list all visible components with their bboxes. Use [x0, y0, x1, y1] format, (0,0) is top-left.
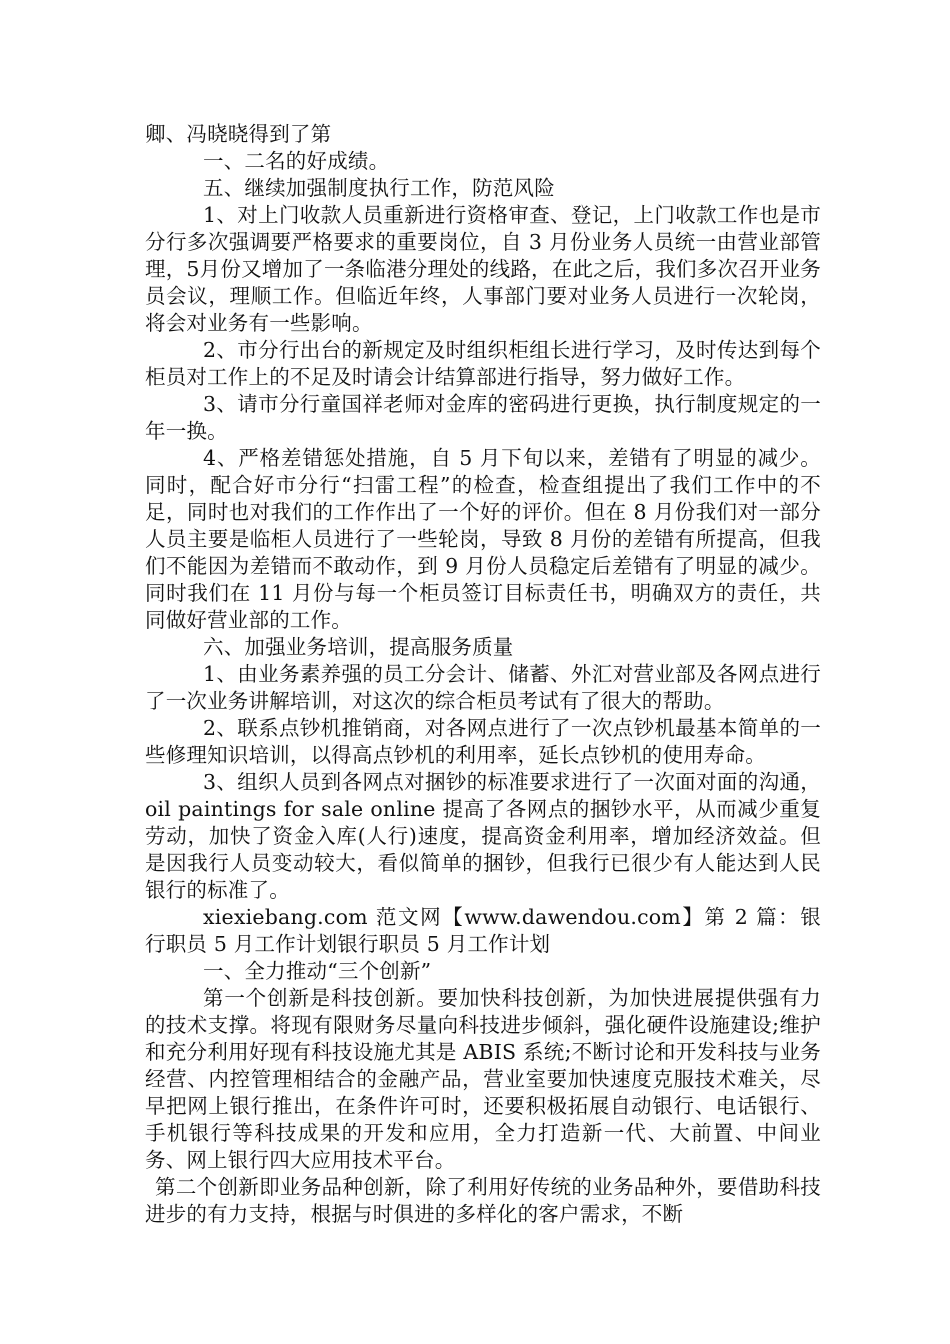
paragraph: 第二个创新即业务品种创新，除了利用好传统的业务品种外，要借助科技进步的有力支持，根据与时俱进的多样化的客户需求，不断 — [145, 1175, 821, 1226]
section-heading: 六、加强业务培训，提高服务质量 — [203, 635, 514, 659]
document-body — [145, 121, 821, 1228]
section-heading: 一、全力推动“三个创新” — [203, 959, 432, 983]
paragraph: 第一个创新是科技创新。要加快科技创新，为加快进展提供强有力的技术支撑。将现有限财务尽量向科技进步倾斜，强化硬件设施建设;维护和充分利用好现有科技设施尤其是 ABIS 系统;不断讨论和开发科技与业务经营、内控管理相结合的金融产品，营业室要加快速度克服技术难关，尽早把网上银行推出，在条件许可时，还要积极拓展自动银行、电话银行、手机银行等科技成果的开发和应用，全力打造新一代、大前置、中间业务、网上银行四大应用技术平台。 — [145, 986, 821, 1172]
paragraph: 2、联系点钞机推销商，对各网点进行了一次点钞机最基本简单的一些修理知识培训，以得高点钞机的利用率，延长点钞机的使用寿命。 — [145, 716, 821, 767]
paragraph: 3、请市分行童国祥老师对金库的密码进行更换，执行制度规定的一年一换。 — [145, 392, 821, 443]
paragraph: 卿、冯晓晓得到了第 — [145, 122, 332, 146]
paragraph: 3、组织人员到各网点对捆钞的标准要求进行了一次面对面的沟通，oil paintings for sale online 提高了各网点的捆钞水平，从而减少重复劳动，加快了资金入库(人行)速度，提高资金利用率，增加经济效益。但是因我行人员变动较大，看似简单的捆钞，但我行已很少有人能达到人民银行的标准了。 — [145, 770, 821, 902]
paragraph: 1、由业务素养强的员工分会计、储蓄、外汇对营业部及各网点进行了一次业务讲解培训，对这次的综合柜员考试有了很大的帮助。 — [145, 662, 821, 713]
paragraph: 1、对上门收款人员重新进行资格审查、登记，上门收款工作也是市分行多次强调要严格要求的重要岗位，自 3 月份业务人员统一由营业部管理，5月份又增加了一条临港分理处的线路，在此之后，我们多次召开业务员会议，理顺工作。但临近年终，人事部门要对业务人员进行一次轮岗，将会对业务有一些影响。 — [145, 203, 821, 335]
paragraph: 2、市分行出台的新规定及时组织柜组长进行学习，及时传达到每个柜员对工作上的不足及时请会计结算部进行指导，努力做好工作。 — [145, 338, 821, 389]
paragraph: 一、二名的好成绩。 — [203, 149, 390, 173]
section-heading: 五、继续加强制度执行工作，防范风险 — [203, 176, 555, 200]
paragraph: xiexiebang.com 范文网【www.dawendou.com】第 2 篇：银行职员 5 月工作计划银行职员 5 月工作计划 — [145, 905, 821, 956]
paragraph: 4、严格差错惩处措施，自 5 月下旬以来，差错有了明显的减少。同时，配合好市分行“扫雷工程”的检查，检查组提出了我们工作中的不足，同时也对我们的工作作出了一个好的评价。但在 8 月份我们对一部分人员主要是临柜人员进行了一些轮岗，导致 8 月份的差错有所提高，但我们不能因为差错而不敢动作，到 9 月份人员稳定后差错有了明显的减少。同时我们在 11 月份与每一个柜员签订目标责任书，明确双方的责任，共同做好营业部的工作。 — [145, 446, 821, 632]
